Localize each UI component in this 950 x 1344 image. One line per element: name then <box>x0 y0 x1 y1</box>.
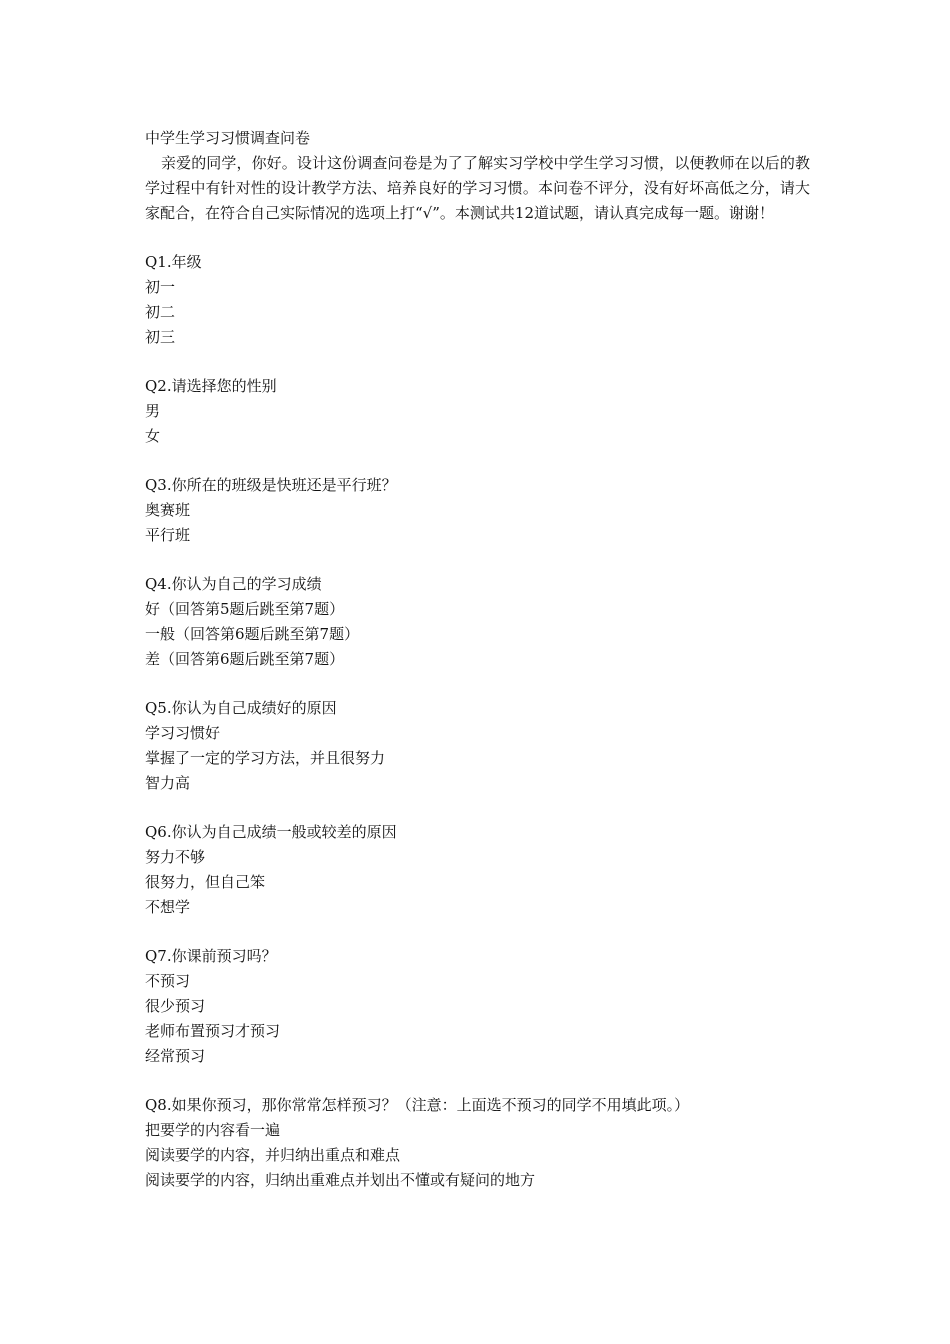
answer-option[interactable]: 一般（回答第6题后跳至第7题） <box>145 625 360 643</box>
question-block <box>145 250 810 350</box>
option-list <box>145 969 810 1069</box>
question-block <box>145 944 810 1069</box>
question-text: Q2.请选择您的性别 <box>145 377 277 395</box>
answer-option[interactable]: 阅读要学的内容，归纳出重难点并划出不懂或有疑问的地方 <box>145 1171 536 1189</box>
answer-option[interactable]: 经常预习 <box>145 1047 206 1065</box>
answer-option[interactable]: 学习习惯好 <box>145 724 221 742</box>
option-list <box>145 721 810 796</box>
answer-option[interactable]: 初三 <box>145 328 176 346</box>
question-text: Q4.你认为自己的学习成绩 <box>145 575 322 593</box>
question-block <box>145 572 810 672</box>
option-list <box>145 597 810 672</box>
answer-option[interactable]: 好（回答第5题后跳至第7题） <box>145 600 345 618</box>
question-block <box>145 374 810 449</box>
survey-intro: 亲爱的同学，你好。设计这份调查问卷是为了了解实习学校中学生学习习惯，以便教师在以后的教学过程中有针对性的设计教学方法、培养良好的学习习惯。本问卷不评分，没有好坏高低之分，请大家配合，在符合自己实际情况的选项上打“√”。本测试共12道试题，请认真完成每一题。谢谢！ <box>145 154 810 222</box>
answer-option[interactable]: 智力高 <box>145 774 191 792</box>
answer-option[interactable]: 差（回答第6题后跳至第7题） <box>145 650 345 668</box>
answer-option[interactable]: 男 <box>145 402 161 420</box>
answer-option[interactable]: 努力不够 <box>145 848 206 866</box>
question-text: Q7.你课前预习吗？ <box>145 947 277 965</box>
survey-title: 中学生学习习惯调查问卷 <box>145 129 311 147</box>
question-text: Q3.你所在的班级是快班还是平行班？ <box>145 476 397 494</box>
answer-option[interactable]: 初二 <box>145 303 176 321</box>
answer-option[interactable]: 不预习 <box>145 972 191 990</box>
question-text: Q8.如果你预习，那你常常怎样预习？（注意：上面选不预习的同学不用填此项。） <box>145 1096 690 1114</box>
question-block <box>145 473 810 548</box>
question-text: Q5.你认为自己成绩好的原因 <box>145 699 337 717</box>
option-list <box>145 275 810 350</box>
question-block <box>145 820 810 920</box>
answer-option[interactable]: 阅读要学的内容，并归纳出重点和难点 <box>145 1146 401 1164</box>
survey-document <box>145 126 810 1217</box>
answer-option[interactable]: 初一 <box>145 278 176 296</box>
question-block <box>145 1093 810 1193</box>
answer-option[interactable]: 把要学的内容看一遍 <box>145 1121 281 1139</box>
answer-option[interactable]: 奥赛班 <box>145 501 191 519</box>
option-list <box>145 845 810 920</box>
question-block <box>145 696 810 796</box>
option-list <box>145 399 810 449</box>
option-list <box>145 1118 810 1193</box>
answer-option[interactable]: 老师布置预习才预习 <box>145 1022 281 1040</box>
answer-option[interactable]: 很努力，但自己笨 <box>145 873 266 891</box>
answer-option[interactable]: 很少预习 <box>145 997 206 1015</box>
option-list <box>145 498 810 548</box>
answer-option[interactable]: 女 <box>145 427 161 445</box>
answer-option[interactable]: 不想学 <box>145 898 191 916</box>
question-text: Q6.你认为自己成绩一般或较差的原因 <box>145 823 397 841</box>
answer-option[interactable]: 掌握了一定的学习方法，并且很努力 <box>145 749 386 767</box>
question-text: Q1.年级 <box>145 253 202 271</box>
question-list <box>145 250 810 1193</box>
answer-option[interactable]: 平行班 <box>145 526 191 544</box>
